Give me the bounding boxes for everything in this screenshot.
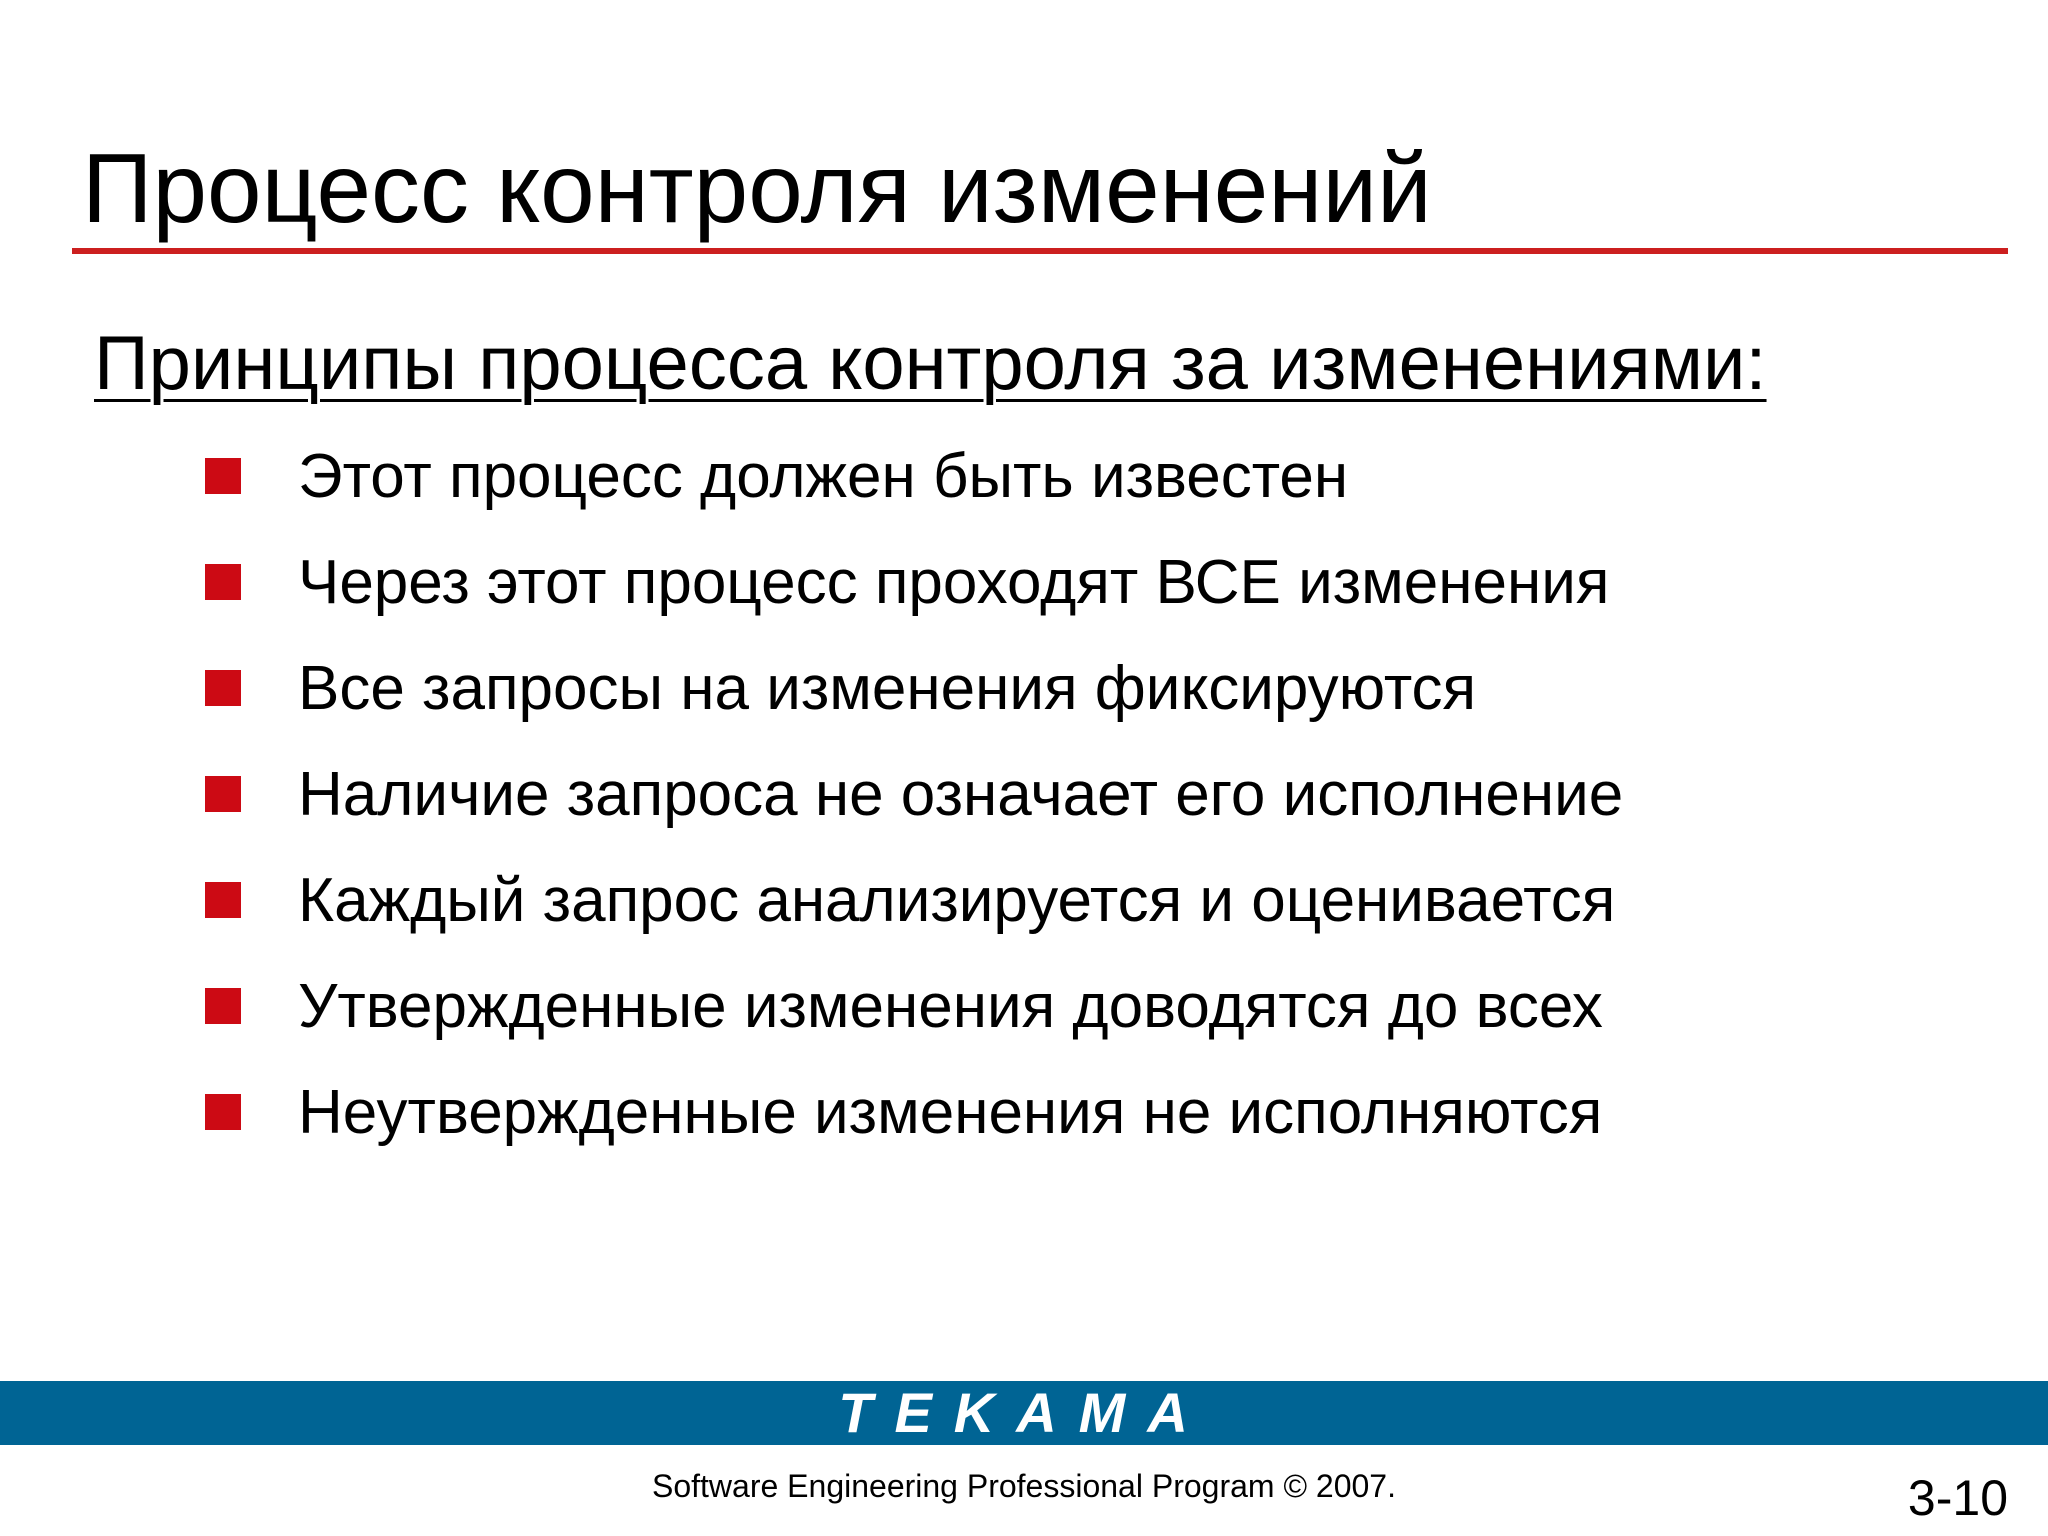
- bullet-text: Все запросы на изменения фиксируются: [298, 654, 1477, 723]
- bullet-item: [0, 1068, 1800, 1158]
- page-number: 3-10: [1907, 1470, 2008, 1526]
- bullet-text: Каждый запрос анализируется и оценивается: [298, 866, 1616, 935]
- bullet-item: [0, 856, 1800, 946]
- bullet-item: [0, 538, 1800, 628]
- bullet-text: Утвержденные изменения доводятся до всех: [298, 972, 1603, 1041]
- bullet-item: [0, 644, 1800, 734]
- bullet-text: Этот процесс должен быть известен: [298, 442, 1349, 511]
- bullet-text: Неутвержденные изменения не исполняются: [298, 1078, 1603, 1147]
- title-divider: [72, 248, 2008, 254]
- footer-band: [0, 1381, 2048, 1445]
- slide-subtitle: Принципы процесса контроля за изменениями:: [94, 321, 1767, 406]
- slide-title: Процесс контроля изменений: [82, 133, 1432, 243]
- bullet-text: Наличие запроса не означает его исполнение: [298, 760, 1624, 829]
- bullet-item: [0, 962, 1800, 1052]
- square-bullet-icon: [205, 458, 241, 494]
- square-bullet-icon: [205, 670, 241, 706]
- square-bullet-icon: [205, 776, 241, 812]
- square-bullet-icon: [205, 988, 241, 1024]
- square-bullet-icon: [205, 564, 241, 600]
- square-bullet-icon: [205, 882, 241, 918]
- bullet-text: Через этот процесс проходят ВСЕ изменения: [298, 548, 1610, 617]
- bullet-item: [0, 750, 1800, 840]
- bullet-item: [0, 432, 1800, 522]
- footer-brand-logo: TEKAMA: [838, 1381, 1210, 1444]
- square-bullet-icon: [205, 1094, 241, 1130]
- footer-copyright: Software Engineering Professional Program © 2007.: [652, 1468, 1396, 1504]
